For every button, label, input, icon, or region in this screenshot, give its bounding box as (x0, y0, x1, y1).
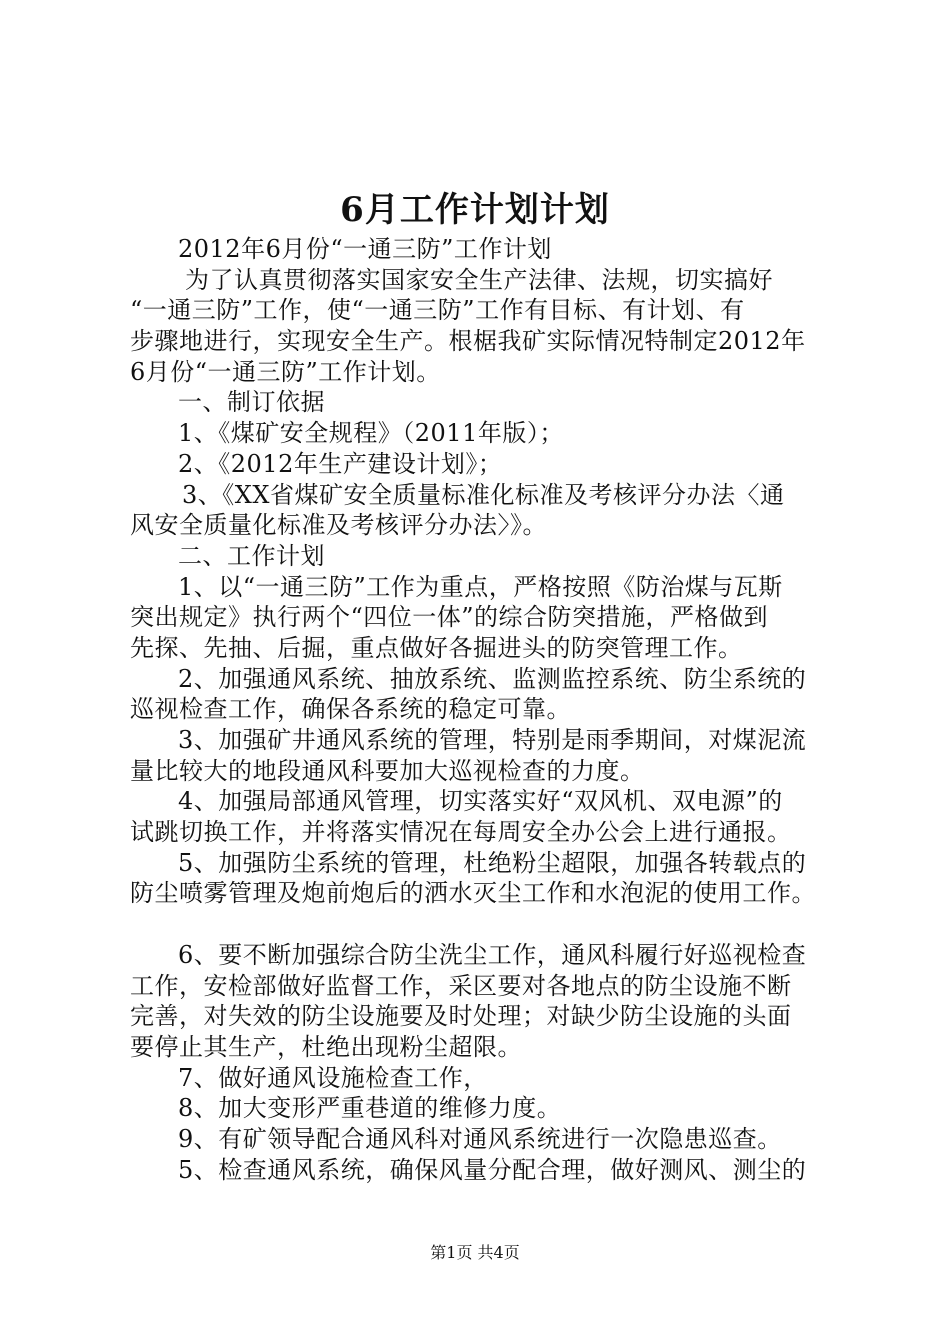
text-line: 1、以“一通三防”工作为重点，严格按照《防治煤与瓦斯 (178, 572, 783, 601)
text-line: 试跳切换工作，并将落实情况在每周安全办公会上进行通报。 (130, 818, 792, 847)
text-line: 一、制订依据 (178, 388, 325, 417)
document-title: 6月工作计划计划 (340, 190, 610, 230)
text-line: 步骤地进行，实现安全生产。根椐我矿实际情况特制定2012年 (130, 327, 806, 356)
text-line: 6、要不断加强综合防尘洗尘工作，通风科履行好巡视检查 (178, 940, 807, 969)
text-line: 9、有矿领导配合通风科对通风系统进行一次隐患巡查。 (178, 1124, 782, 1153)
text-line: 4、加强局部通风管理，切实落实好“双风机、双电源”的 (178, 787, 783, 816)
text-line: 1、《煤矿安全规程》（2011年版）； (178, 419, 564, 448)
text-line: 5、检查通风系统，确保风量分配合理，做好测风、测尘的 (178, 1155, 807, 1184)
text-line: 要停止其生产，杜绝出现粉尘超限。 (130, 1032, 522, 1061)
blank-line (130, 909, 835, 940)
text-line: 突出规定》执行两个“四位一体”的综合防突措施，严格做到 (130, 603, 769, 632)
text-line: 二、工作计划 (178, 541, 325, 570)
text-line: 2、《2012年生产建设计划》； (178, 449, 503, 478)
text-line: 先探、先抽、后掘，重点做好各掘进头的防突管理工作。 (130, 633, 743, 662)
text-line: “一通三防”工作，使“一通三防”工作有目标、有计划、有 (130, 296, 745, 325)
text-line: 风安全质量化标准及考核评分办法〉》。 (130, 511, 547, 540)
text-line: 防尘喷雾管理及炮前炮后的洒水灭尘工作和水泡泥的使用工作。 (130, 879, 816, 908)
text-line: 完善，对失效的防尘设施要及时处理；对缺少防尘设施的头面 (130, 1002, 792, 1031)
text-line: 3、《XX省煤矿安全质量标准化标准及考核评分办法〈通 (182, 480, 785, 509)
text-line: 量比较大的地段通风科要加大巡视检查的力度。 (130, 756, 645, 785)
text-line: 5、加强防尘系统的管理，杜绝粉尘超限，加强各转载点的 (178, 848, 807, 877)
text-line: 6月份“一通三防”工作计划。 (130, 357, 441, 386)
text-line: 7、做好通风设施检查工作， (178, 1063, 488, 1092)
text-line: 2012年6月份“一通三防”工作计划 (178, 235, 552, 263)
text-line: 工作，安检部做好监督工作，采区要对各地点的防尘设施不断 (130, 971, 792, 1000)
document-body (130, 234, 835, 1185)
page-footer: 第1页 共4页 (430, 1243, 520, 1262)
text-line: 巡视检查工作，确保各系统的稳定可靠。 (130, 695, 571, 724)
text-line: 2、加强通风系统、抽放系统、监测监控系统、防尘系统的 (178, 664, 807, 693)
text-line: 3、加强矿井通风系统的管理，特别是雨季期间，对煤泥流 (178, 726, 807, 754)
text-line: 为了认真贯彻落实国家安全生产法律、法规，切实搞好 (185, 265, 773, 294)
text-line: 8、加大变形严重巷道的维修力度。 (178, 1094, 562, 1123)
